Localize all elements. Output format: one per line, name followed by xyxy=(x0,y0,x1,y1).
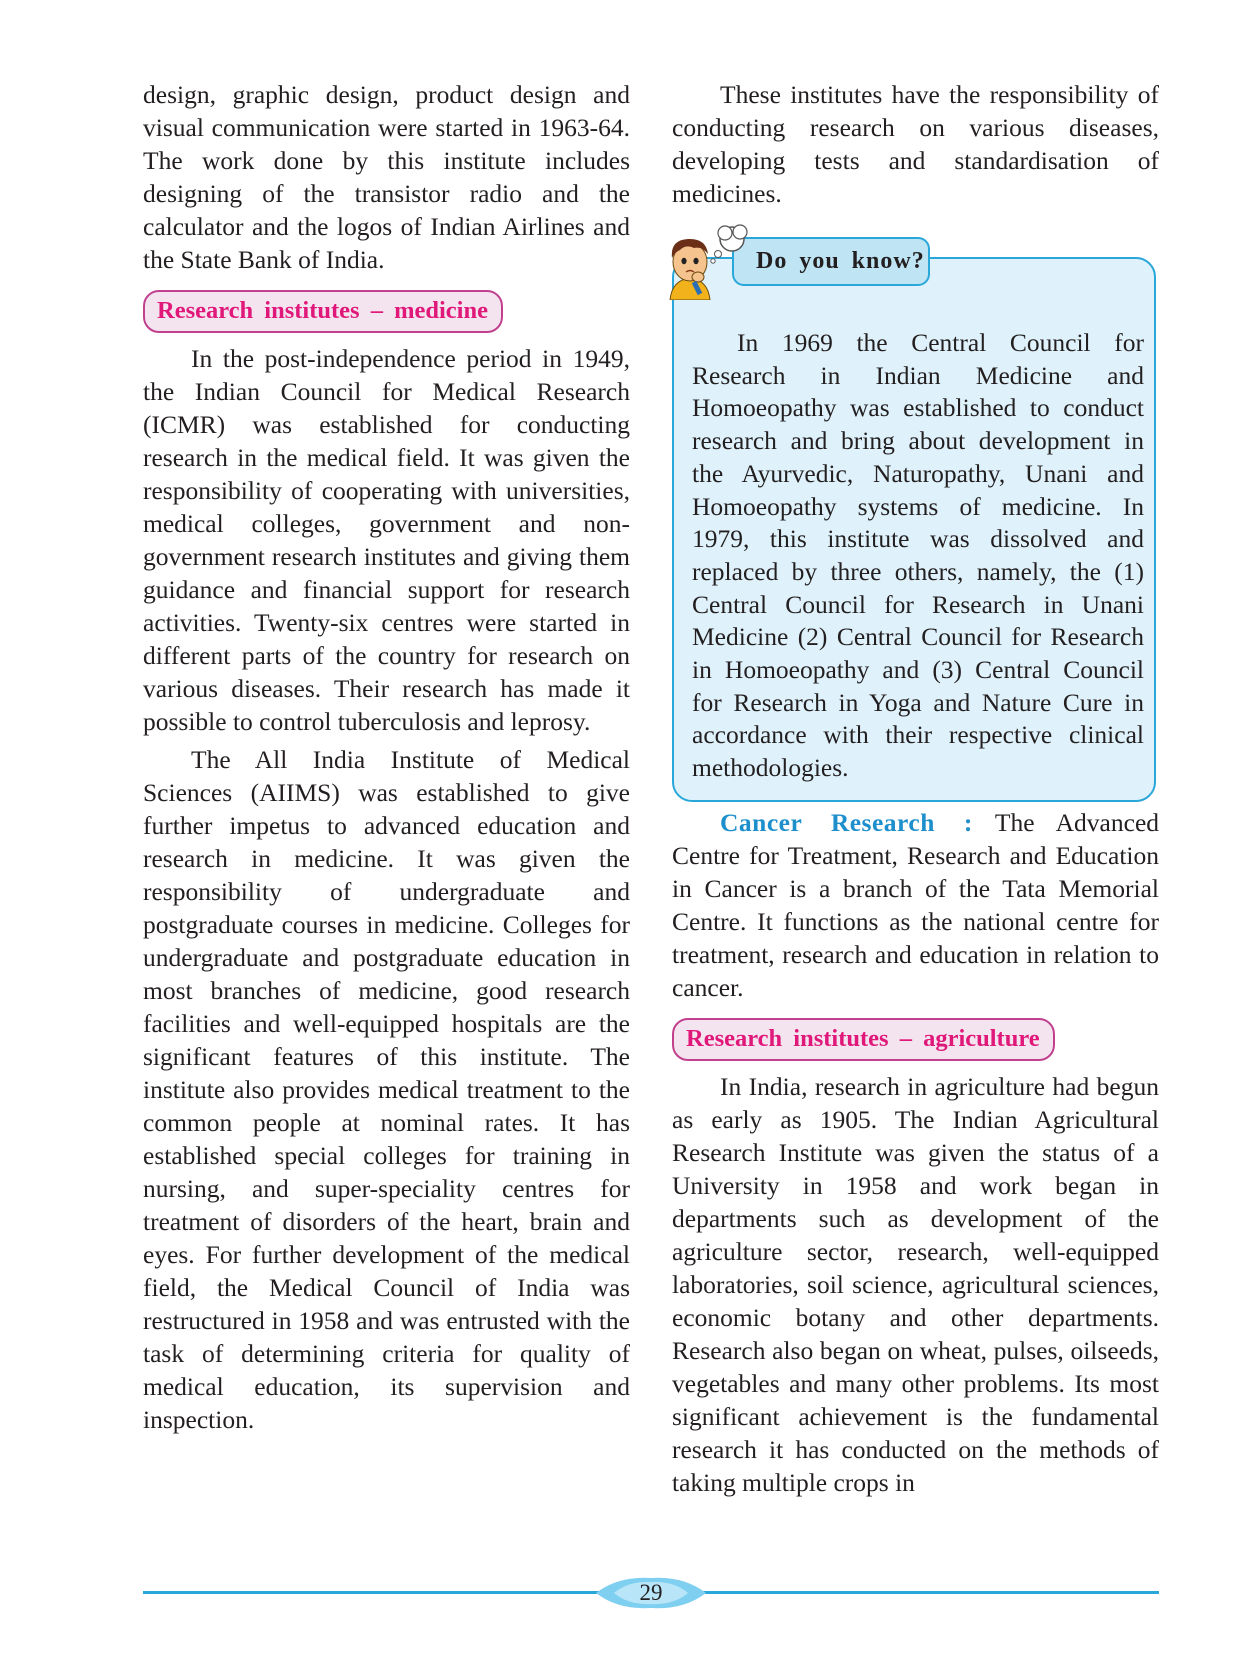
medicine-heading-wrap xyxy=(143,290,630,333)
paragraph-aiims: The All India Institute of Medical Sciences (AIIMS) was established to give further impetus to advanced education and research in medicine. It was given the responsibility of undergraduate and postgraduate courses in medicine. Colleges for undergraduate and postgraduate education in most branches of medicine, good research facilities and well-equipped hospitals are the significant features of this institute. The institute also provides medical treatment to the common people at nominal rates. It has established special colleges for training in nursing, and super-speciality centres for treatment of disorders of the heart, brain and eyes. For further development of the medical field, the Medical Council of India was restructured in 1958 and was entrusted with the task of determining criteria for quality of medical education, its supervision and inspection. xyxy=(143,745,630,1434)
paragraph-icmr: In the post-independence period in 1949, the Indian Council for Medical Research (ICMR) was established for conducting research in the medical field. It was given the responsibility of cooperating with universities, medical colleges, government and non-government research institutes and giving them guidance and financial support for research activities. Twenty-six centres were started in different parts of the country for research on various diseases. Their research has made it possible to control tuberculosis and leprosy. xyxy=(143,344,630,736)
continued-paragraph: design, graphic design, product design and visual communication were started in 1963-64. The work done by this institute includes designing of the transistor radio and the calculator and the logos of Indian Airlines and the State Bank of India. xyxy=(143,80,630,274)
cancer-research-text: The Advanced Centre for Treatment, Research and Education in Cancer is a branch of the Tata Memorial Centre. It functions as the national centre for treatment, research and education in relation to cancer. xyxy=(672,808,1160,1002)
do-you-know-paragraph: In 1969 the Central Council for Research in Indian Medicine and Homoeopathy was established to conduct research and bring about development in the Ayurvedic, Naturopathy, Unani and Homoeopathy systems of medicine. In 1979, this institute was dissolved and replaced by three others, namely, the (1) Central Council for Research in Unani Medicine (2) Central Council for Research in Homoeopathy and (3) Central Council for Research in Yoga and Nature Cure in accordance with their respective clinical methodologies. xyxy=(692,328,1144,783)
cancer-research-heading: Cancer Research : xyxy=(720,808,973,837)
section-heading-medicine: Research institutes – medicine xyxy=(143,290,503,333)
paragraph-institutes: These institutes have the responsibility of conducting research on various diseases, developing tests and standardisation of medicines. xyxy=(672,80,1159,208)
section-heading-agriculture: Research institutes – agriculture xyxy=(672,1018,1055,1061)
agriculture-heading-wrap xyxy=(672,1018,1159,1061)
left-column xyxy=(143,78,630,1436)
cancer-paragraph xyxy=(672,806,1159,1004)
page-number: 29 xyxy=(639,1580,663,1605)
right-column xyxy=(672,78,1159,1499)
do-you-know-text xyxy=(692,327,1144,785)
do-you-know-area xyxy=(672,222,1159,806)
do-you-know-box xyxy=(672,257,1156,802)
paragraph-agriculture: In India, research in agriculture had begun as early as 1905. The Indian Agricultural Research Institute was given the status of a University in 1958 and work began in departments such as development of the agriculture sector, research, well-equipped laboratories, soil science, agricultural sciences, economic botany and other departments. Research also began on wheat, pulses, oilseeds, vegetables and many other problems. Its most significant achievement is the fundamental research it has conducted on the methods of taking multiple crops in xyxy=(672,1072,1159,1497)
thinking-child-icon xyxy=(656,222,754,300)
do-you-know-title: Do you know? xyxy=(732,237,930,286)
